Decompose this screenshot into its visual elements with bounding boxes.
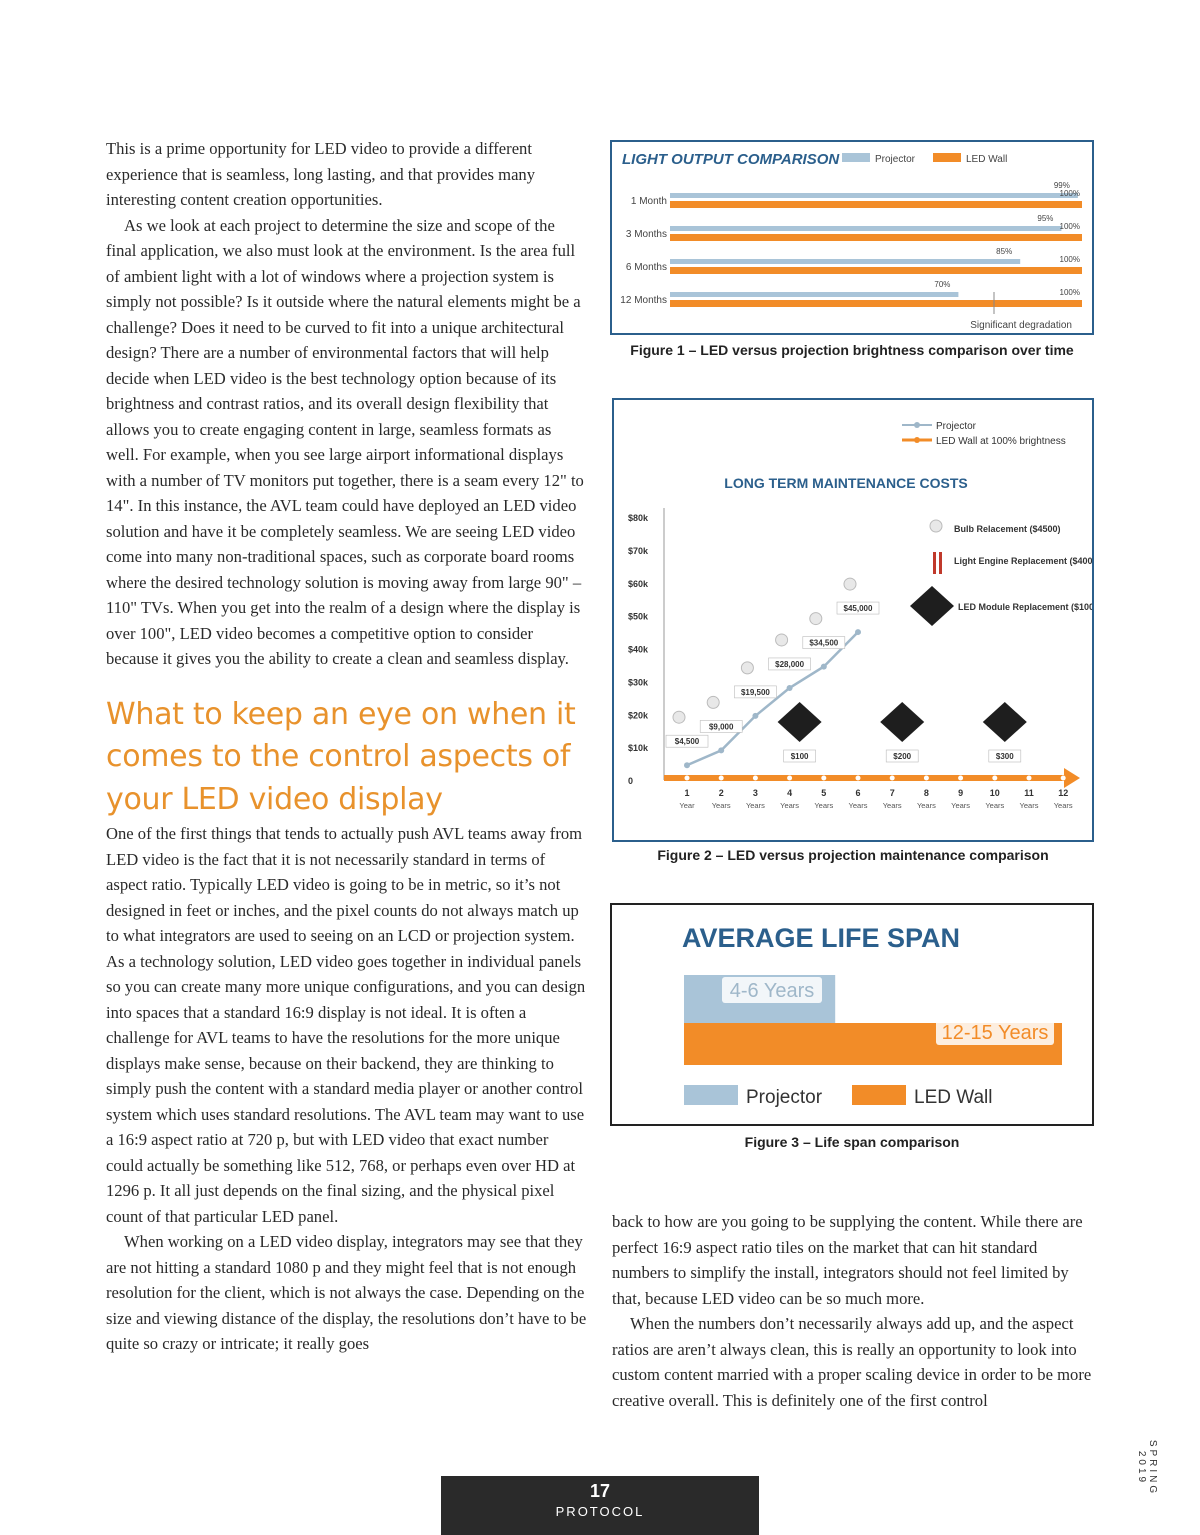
x-tick-unit: Years xyxy=(882,801,902,810)
bar-projector xyxy=(670,193,1078,198)
chart-title: LIGHT OUTPUT COMPARISON xyxy=(622,151,840,168)
x-tick-label: 6 xyxy=(855,788,861,798)
data-label: 85% xyxy=(996,247,1013,256)
x-tick-label: 8 xyxy=(923,788,929,798)
data-label: $4,500 xyxy=(674,737,700,747)
bar-projector xyxy=(670,292,958,297)
data-label: 100% xyxy=(1059,255,1080,264)
x-tick-unit: Years xyxy=(916,801,936,810)
paragraph: When working on a LED video display, integrators may see that they are not hitting a standard 1080 p and they might feel that is not enough resolution for the client, which is not always the case. Depending on the size and viewing distance of the display, the resolutions don’t have to be quite so crazy or intricate; it really goes xyxy=(106,1232,587,1353)
x-tick-label: 1 xyxy=(684,788,690,798)
legend-item: LED Module Replacement ($100) xyxy=(958,602,1092,612)
data-label: 70% xyxy=(934,280,951,289)
x-tick-unit: Years xyxy=(780,801,800,810)
chart-title: LONG TERM MAINTENANCE COSTS xyxy=(724,475,968,491)
legend-swatch-projector xyxy=(842,153,870,162)
page-footer xyxy=(441,1476,759,1535)
page-number: 17 xyxy=(589,1481,611,1501)
y-tick-label: $10k xyxy=(628,743,649,754)
x-tick-unit: Years xyxy=(745,801,765,810)
x-tick-marker xyxy=(719,776,724,781)
figure-3-caption: Figure 3 – Life span comparison xyxy=(744,1134,960,1150)
figure-2-maintenance xyxy=(612,398,1094,842)
publication-name: PROTOCOL xyxy=(555,1504,645,1519)
paragraph: back to how are you going to be supplying the content. While there are perfect 16:9 aspect ratio tiles on the market that can hit standard numbers to simplify the install, integrators should not feel limited by that, because LED video can be so much more. xyxy=(612,1212,1083,1308)
y-tick-label: $30k xyxy=(628,677,649,688)
light-output-chart xyxy=(612,142,1092,333)
data-label: 100% xyxy=(1059,288,1080,297)
light-engine-icon xyxy=(933,552,936,574)
legend-label: Projector xyxy=(875,154,916,165)
y-tick-label: $80k xyxy=(628,513,649,523)
data-label: 100% xyxy=(1059,222,1080,231)
legend-label: LED Wall at 100% brightness xyxy=(936,436,1066,447)
legend-swatch-led xyxy=(852,1085,906,1105)
bulb-icon xyxy=(810,613,822,625)
bar-led xyxy=(670,234,1082,241)
y-tick-label: $70k xyxy=(628,545,649,556)
data-label: 95% xyxy=(1037,214,1054,223)
projector-point xyxy=(684,762,690,768)
led-module-icon xyxy=(910,586,954,626)
y-tick-label: $20k xyxy=(628,710,649,721)
category-label: 1 Month xyxy=(630,196,667,207)
data-label: $300 xyxy=(995,752,1014,761)
projector-point xyxy=(752,713,758,719)
x-tick-marker xyxy=(958,776,963,781)
right-column xyxy=(612,1209,1098,1413)
x-tick-marker xyxy=(821,776,826,781)
projector-point xyxy=(855,629,861,635)
bar-led xyxy=(670,300,1082,307)
bulb-icon xyxy=(741,662,753,674)
paragraph: As we look at each project to determine the size and scope of the final application, we also must look at the environment. Is the area full of ambient light with a lot of windows where a projection system is simply not possible? Is it outside where the natural elements might be a challenge? Does it need to be curved to fit into a unique architectural design? There are a number of environmental factors that will help decide when LED video is the best technology option because of its brightness and contrast ratios, and its overall design flexibility that allows you to create engaging content in large, seamless formats as well. For example, when you see large airport informational displays with a number of TV monitors put together, there is a seam every 12" to 14". In this instance, the AVL team could have deployed an LED video solution and have it be completely seamless. We are seeing LED video come into many non-traditional spaces, such as corporate board rooms where the desired technology solution is moving away from large 90" – 110" TVs. When you get into the realm of a design where the display is over 100", LED video becomes a competitive option to consider because it gives you the ability to create a clean and seamless display. xyxy=(106,215,584,668)
x-tick-unit: Years xyxy=(985,801,1005,810)
bulb-icon xyxy=(844,578,856,590)
legend-label: LED Wall xyxy=(966,154,1008,165)
data-label: 99% xyxy=(1053,181,1070,190)
data-label: $45,000 xyxy=(843,604,873,614)
legend-swatch-led xyxy=(933,153,961,162)
x-tick-label: 10 xyxy=(989,788,1000,798)
projector-point xyxy=(718,747,724,753)
x-tick-marker xyxy=(890,776,895,781)
x-tick-label: 9 xyxy=(958,788,964,798)
data-label: 12-15 Years xyxy=(941,1022,1049,1044)
light-engine-icon xyxy=(939,552,942,574)
bulb-icon xyxy=(707,696,719,708)
paragraph: When the numbers don’t necessarily always add up, and the aspect ratios are aren’t always clean, this is really an opportunity to look into custom content married with a proper scaling device in order to be more creative overall. This is definitely one of the first control xyxy=(612,1314,1092,1410)
y-tick-label: $40k xyxy=(628,644,649,655)
chart-title: AVERAGE LIFE SPAN xyxy=(682,923,961,953)
data-label: $28,000 xyxy=(775,659,805,669)
maintenance-cost-chart xyxy=(614,400,1092,840)
category-label: 12 Months xyxy=(620,295,667,306)
bar-projector xyxy=(670,226,1061,231)
x-tick-label: 11 xyxy=(1024,788,1034,798)
figure-3-life-span xyxy=(610,903,1094,1126)
life-span-chart xyxy=(612,905,1092,1124)
left-column xyxy=(106,136,588,1357)
x-tick-marker xyxy=(992,776,997,781)
data-label: $19,500 xyxy=(740,687,770,697)
paragraph: One of the first things that tends to actually push AVL teams away from LED video is the fact that it is not necessarily standard in terms of aspect ratio. Typically LED video is going to be in metric, so it’s not designed in feet or inches, and the pixel counts do not always match up to what integrators are used to seeing on an LCD or projection system. As a technology solution, LED video goes together in individual panels so you can create many more unique configurations, and you can design into spaces that a standard 16:9 display is not ideal. It is often a challenge for AVL teams to have the resolutions for the more unique displays make sense, because on their backend, they are thinking to simply push the content with a standard media player or another control system which uses standard resolutions. The AVL team may want to use a 16:9 aspect ratio at 720 p, but with LED video that exact number could actually be something like 512, 768, or perhaps even over HD at 1296 p. It all just depends on the final sizing, and the physical pixel count of that particular LED panel. xyxy=(106,824,586,1226)
data-label: 4-6 Years xyxy=(729,980,815,1002)
x-tick-marker xyxy=(856,776,861,781)
data-label: $9,000 xyxy=(708,722,734,732)
y-tick-label: $60k xyxy=(628,578,649,589)
legend-label: Projector xyxy=(746,1087,823,1108)
y-tick-label: $50k xyxy=(628,611,649,622)
legend-label: LED Wall xyxy=(914,1087,993,1108)
x-tick-unit: Years xyxy=(951,801,971,810)
legend-label: Projector xyxy=(936,421,977,432)
category-label: 6 Months xyxy=(625,262,667,273)
bar-led xyxy=(670,267,1082,274)
legend-marker-projector xyxy=(914,422,920,428)
data-label: 100% xyxy=(1059,189,1080,198)
y-tick-label: 0 xyxy=(628,776,634,786)
x-tick-unit: Years xyxy=(711,801,731,810)
x-tick-label: 3 xyxy=(752,788,758,798)
bulb-icon xyxy=(673,711,685,723)
x-tick-marker xyxy=(924,776,929,781)
x-tick-marker xyxy=(1027,776,1032,781)
x-tick-unit: Years xyxy=(1019,801,1039,810)
figure-1-light-output xyxy=(610,140,1094,335)
x-tick-marker xyxy=(685,776,690,781)
annotation-text: Significant degradation xyxy=(970,320,1072,331)
x-tick-unit: Years xyxy=(814,801,834,810)
led-arrowhead xyxy=(1064,768,1080,788)
bar-led xyxy=(670,201,1082,208)
section-heading: What to keep an eye on when it comes to the control aspects of your LED video display xyxy=(106,696,576,817)
legend-marker-led xyxy=(914,437,920,443)
x-tick-label: 4 xyxy=(787,788,793,798)
x-tick-marker xyxy=(1061,776,1066,781)
data-label: $200 xyxy=(893,752,912,761)
paragraph: This is a prime opportunity for LED video to provide a different experience that is seamless, long lasting, and that provides many interesting content creation opportunities. xyxy=(106,139,536,209)
x-tick-unit: Year xyxy=(679,801,695,810)
x-tick-unit: Years xyxy=(848,801,868,810)
x-tick-unit: Years xyxy=(1053,801,1073,810)
x-tick-label: 5 xyxy=(821,788,827,798)
data-label: $100 xyxy=(790,752,809,761)
data-label: $34,500 xyxy=(809,638,839,648)
x-tick-marker xyxy=(787,776,792,781)
legend-item: Bulb Relacement ($4500) xyxy=(954,524,1061,534)
x-tick-marker xyxy=(753,776,758,781)
projector-point xyxy=(787,685,793,691)
figure-2-caption: Figure 2 – LED versus projection maintenance comparison xyxy=(657,847,1049,863)
figure-1-caption: Figure 1 – LED versus projection brightness comparison over time xyxy=(630,342,1074,358)
led-module-icon xyxy=(880,702,924,742)
category-label: 3 Months xyxy=(625,229,667,240)
x-tick-label: 2 xyxy=(718,788,724,798)
bulb-icon xyxy=(776,634,788,646)
x-tick-label: 7 xyxy=(889,788,895,798)
legend-swatch-projector xyxy=(684,1085,738,1105)
legend-item: Light Engine Replacement ($4000) xyxy=(954,556,1092,566)
issue-label: SPRING 2019 xyxy=(1136,1439,1158,1497)
projector-point xyxy=(821,664,827,670)
bulb-icon xyxy=(930,520,942,532)
bar-projector xyxy=(670,259,1020,264)
led-module-icon xyxy=(983,702,1027,742)
led-module-icon xyxy=(778,702,822,742)
x-tick-label: 12 xyxy=(1058,788,1069,798)
